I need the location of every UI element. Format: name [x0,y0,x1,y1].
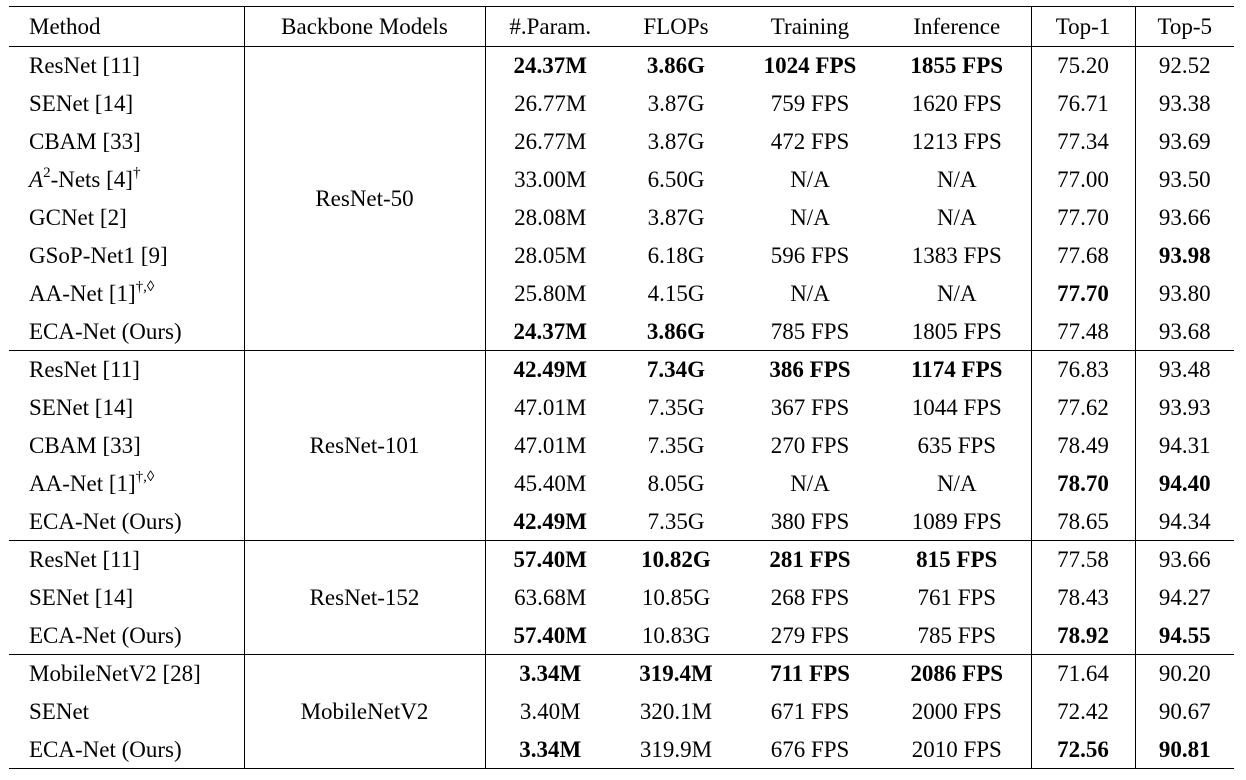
cell-flops: 10.85G [641,585,711,610]
cell-top5: 93.66 [1158,205,1211,230]
table-row [9,617,1234,655]
header-row [9,7,1234,47]
cell-method: ResNet [11] [9,351,244,389]
cell-params: 24.37M [513,318,587,344]
cell-top5: 90.20 [1135,655,1234,693]
cell-method: SENet [14] [9,579,244,617]
cell-top1: 78.49 [1031,427,1135,465]
table-row [9,541,1234,579]
cell-top5: 94.55 [1158,622,1211,648]
table-row [9,161,1234,199]
cell-top1: 77.58 [1031,541,1135,579]
cell-flops: 319.9M [615,731,737,769]
cell-method: SENet [9,693,244,731]
cell-flops: 3.86G [615,47,737,85]
cell-inference: 1089 FPS [883,503,1031,541]
cell-params: 42.49M [513,508,587,534]
cell-top5: 93.80 [1158,281,1211,306]
table-row [9,731,1234,769]
table-row [9,579,1234,617]
cell-training: 596 FPS [770,243,850,268]
cell-training: 380 FPS [770,508,850,534]
cell-params: 33.00M [514,167,587,192]
cell-params: 28.05M [514,243,587,268]
cell-flops: 7.35G [647,395,705,420]
cell-top5: 94.40 [1158,471,1211,496]
cell-method: $A^2$-Nets [4]† [9,161,244,199]
cell-flops: 320.1M [639,699,713,724]
cell-training: 472 FPS [770,129,850,154]
cell-top1: 77.00 [1031,161,1135,199]
cell-inference: 1213 FPS [883,123,1031,161]
cell-backbone: MobileNetV2 [244,655,485,769]
cell-top1: 77.70 [1031,199,1135,237]
cell-method: ECA-Net (Ours) [9,617,244,655]
cell-inference: 2086 FPS [883,655,1031,693]
cell-params: 47.01M [514,433,587,458]
results-table-container [9,6,1234,769]
comparison-table [9,6,1234,769]
cell-training: 386 FPS [737,351,883,389]
cell-top5: 94.34 [1158,508,1211,534]
cell-backbone: ResNet-152 [244,541,485,655]
cell-training: 1024 FPS [737,47,883,85]
cell-top1: 77.68 [1031,237,1135,275]
cell-method: ECA-Net (Ours) [9,503,244,541]
cell-training: N/A [790,471,830,496]
cell-method: GSoP-Net1 [9] [9,237,244,275]
cell-flops: 319.4M [615,655,737,693]
cell-training: N/A [790,205,830,230]
cell-top1: 78.65 [1031,503,1135,541]
cell-params: 3.40M [519,699,581,724]
cell-inference: 2010 FPS [883,731,1031,769]
cell-inference: N/A [883,275,1031,313]
table-row [9,275,1234,313]
cell-top1: 77.48 [1031,313,1135,351]
cell-params: 57.40M [485,541,615,579]
cell-method: ECA-Net (Ours) [9,313,244,351]
table-row [9,427,1234,465]
cell-training: 281 FPS [737,541,883,579]
table-row [9,389,1234,427]
header-top1: Top-1 [1031,7,1135,47]
table-row [9,693,1234,731]
cell-top1: 72.56 [1031,731,1135,769]
table-row [9,655,1234,693]
cell-params: 63.68M [514,585,587,610]
cell-top1: 76.83 [1031,351,1135,389]
cell-top5: 93.93 [1158,395,1211,420]
cell-training: 785 FPS [770,318,850,344]
cell-inference: N/A [883,199,1031,237]
cell-top1: 77.34 [1031,123,1135,161]
cell-params: 45.40M [514,471,587,496]
table-row [9,313,1234,351]
cell-inference: N/A [883,161,1031,199]
cell-flops: 3.87G [647,205,705,230]
cell-top5: 93.38 [1158,91,1211,116]
cell-flops: 6.18G [647,243,705,268]
cell-training: 711 FPS [737,655,883,693]
cell-top1: 77.62 [1031,389,1135,427]
cell-inference: N/A [883,465,1031,503]
cell-params: 26.77M [514,91,587,116]
cell-inference: 1044 FPS [883,389,1031,427]
header-method: Method [9,7,244,47]
cell-method: ResNet [11] [9,541,244,579]
cell-flops: 7.34G [615,351,737,389]
cell-inference: 1383 FPS [883,237,1031,275]
table-row [9,47,1234,85]
table-row [9,199,1234,237]
cell-inference: 815 FPS [883,541,1031,579]
cell-flops: 7.35G [647,433,705,458]
cell-flops: 3.87G [647,129,705,154]
cell-top5: 93.66 [1135,541,1234,579]
table-row [9,503,1234,541]
cell-top5: 93.68 [1158,318,1211,344]
cell-method: ECA-Net (Ours) [9,731,244,769]
cell-method: CBAM [33] [9,427,244,465]
cell-flops: 3.86G [646,318,706,344]
cell-inference: 635 FPS [883,427,1031,465]
cell-flops: 10.83G [641,622,711,648]
cell-method: SENet [14] [9,85,244,123]
cell-flops: 3.87G [647,91,705,116]
cell-method: AA-Net [1]†,◊ [9,275,244,313]
cell-training: N/A [790,167,830,192]
cell-top1: 78.92 [1031,617,1135,655]
header-training: Training [737,7,883,47]
cell-params: 47.01M [514,395,587,420]
cell-top5: 93.98 [1158,243,1211,268]
cell-method: GCNet [2] [9,199,244,237]
cell-top5: 92.52 [1135,47,1234,85]
cell-inference: 785 FPS [883,617,1031,655]
header-backbone: Backbone Models [244,7,485,47]
cell-params: 3.34M [485,655,615,693]
cell-method: SENet [14] [9,389,244,427]
header-top5: Top-5 [1135,7,1234,47]
cell-training: 759 FPS [770,91,850,116]
header-flops: FLOPs [615,7,737,47]
cell-top5: 90.81 [1135,731,1234,769]
cell-top1: 78.43 [1031,579,1135,617]
cell-flops: 10.82G [615,541,737,579]
cell-top1: 76.71 [1031,85,1135,123]
cell-top5: 93.69 [1158,129,1211,154]
table-row [9,123,1234,161]
cell-training: 268 FPS [770,585,850,610]
cell-top5: 90.67 [1158,699,1211,724]
cell-inference: 1620 FPS [883,85,1031,123]
header-inference: Inference [883,7,1031,47]
cell-flops: 8.05G [647,471,705,496]
cell-params: 42.49M [485,351,615,389]
cell-inference: 761 FPS [883,579,1031,617]
cell-params: 26.77M [514,129,587,154]
cell-top5: 94.27 [1158,585,1211,610]
cell-training: N/A [790,281,830,306]
cell-params: 25.80M [514,281,587,306]
cell-inference: 1855 FPS [883,47,1031,85]
cell-method: ResNet [11] [9,47,244,85]
cell-training: 671 FPS [770,699,850,724]
table-row [9,85,1234,123]
cell-backbone: ResNet-101 [244,351,485,541]
table-row [9,465,1234,503]
cell-top5: 94.31 [1158,433,1211,458]
cell-params: 28.08M [514,205,587,230]
cell-top1: 78.70 [1031,465,1135,503]
cell-inference: 1805 FPS [883,313,1031,351]
cell-params: 57.40M [513,622,587,648]
cell-top5: 93.48 [1135,351,1234,389]
cell-method: AA-Net [1]†,◊ [9,465,244,503]
cell-method: CBAM [33] [9,123,244,161]
cell-training: 676 FPS [737,731,883,769]
cell-backbone: ResNet-50 [244,47,485,351]
cell-flops: 6.50G [647,167,705,192]
table-row [9,237,1234,275]
cell-inference: 1174 FPS [883,351,1031,389]
table-row [9,351,1234,389]
header-params: #.Param. [485,7,615,47]
cell-top1: 72.42 [1031,693,1135,731]
cell-params: 24.37M [485,47,615,85]
cell-method: MobileNetV2 [28] [9,655,244,693]
cell-flops: 4.15G [647,281,705,306]
cell-training: 279 FPS [770,622,850,648]
cell-inference: 2000 FPS [883,693,1031,731]
cell-flops: 7.35G [647,508,705,534]
cell-training: 367 FPS [770,395,850,420]
cell-top1: 71.64 [1031,655,1135,693]
cell-top5: 93.50 [1158,167,1211,192]
cell-params: 3.34M [485,731,615,769]
cell-top1: 75.20 [1031,47,1135,85]
cell-training: 270 FPS [770,433,850,458]
cell-top1: 77.70 [1031,275,1135,313]
